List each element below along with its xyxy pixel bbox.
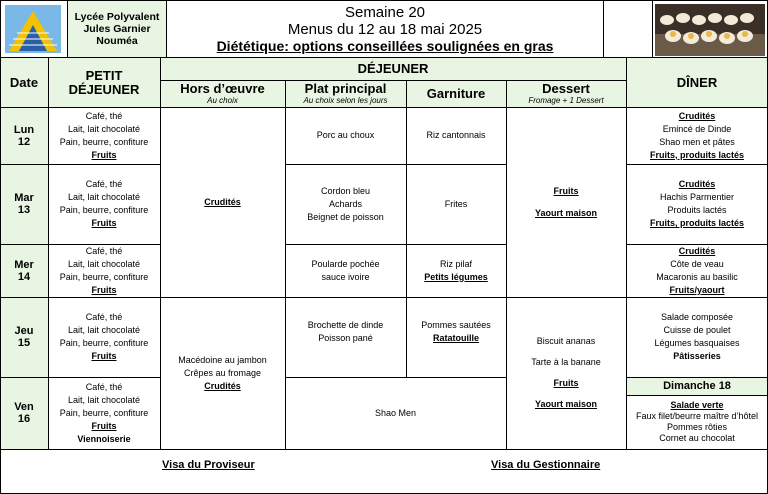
col-header-dessert <box>506 80 626 107</box>
sunday-title-label: Dimanche 18 <box>663 379 731 392</box>
side-tue <box>406 164 506 244</box>
dinner-item: Shao men et pâtes <box>659 136 735 147</box>
dessert-photo <box>655 4 765 56</box>
visa-principal: Visa du Proviseur <box>162 459 255 471</box>
breakfast-line: Fruits <box>91 351 117 361</box>
col-header-main-label: Plat principal <box>304 81 387 96</box>
dinner-item: Pâtisseries <box>673 351 721 361</box>
school-name-line2: Jules Garnier <box>83 23 151 35</box>
day-mon <box>0 107 48 164</box>
breakfast-line: Fruits <box>91 284 117 295</box>
dinner-item: Fruits, produits lactés <box>649 218 745 228</box>
main-item: Achards <box>328 198 363 209</box>
day-name: Mar <box>14 192 34 204</box>
school-name-line3: Nouméa <box>96 35 138 47</box>
dinner-item: Côte de veau <box>670 258 724 269</box>
col-header-lunch-label: DÉJEUNER <box>357 61 429 76</box>
main-thu <box>285 297 406 377</box>
main-tue <box>285 164 406 244</box>
dinner-wed <box>626 244 768 297</box>
day-number: 12 <box>17 135 31 148</box>
side-item: Pommes sautées <box>421 320 491 330</box>
dinner-item: Faux filet/beurre maître d’hôtel <box>635 411 759 421</box>
main-fri <box>285 377 506 449</box>
main-item: Brochette de dinde <box>307 320 384 330</box>
starter-item: Macédoine au jambon <box>178 354 267 365</box>
dinner-item: Hachis Parmentier <box>659 192 735 202</box>
col-header-dinner-label: DÎNER <box>676 74 718 90</box>
breakfast-line: Fruits <box>91 218 117 228</box>
main-item: Poisson pané <box>318 333 373 343</box>
starter-item: Crêpes au fromage <box>183 367 262 378</box>
day-name: Lun <box>13 123 35 136</box>
dessert-mon-wed <box>506 107 626 297</box>
breakfast-line: Fruits <box>91 420 117 431</box>
main-item: Poularde pochée <box>311 258 380 269</box>
dinner-item: Salade verte <box>670 400 724 410</box>
dinner-item: Crudités <box>678 110 716 121</box>
breakfast-line: Pain, beurre, confiture <box>59 338 149 348</box>
main-item: Shao Men <box>374 407 417 418</box>
dessert-item: Biscuit ananas <box>536 336 596 346</box>
day-number: 14 <box>17 270 31 283</box>
photo-frame <box>603 1 653 57</box>
breakfast-line: Café, thé <box>85 312 123 322</box>
dinner-item: Crudités <box>678 179 716 189</box>
dinner-item: Salade composée <box>660 312 734 322</box>
dessert-photo-image <box>655 4 765 56</box>
col-header-date <box>0 58 48 107</box>
main-mon <box>285 107 406 164</box>
col-header-side <box>406 80 506 107</box>
breakfast-thu <box>48 297 160 377</box>
main-item: Cordon bleu <box>320 185 371 196</box>
side-item: Frites <box>444 198 468 209</box>
col-header-starter-sub: Au choix <box>207 96 238 105</box>
starter-mon-wed <box>160 107 285 297</box>
starter-item: Crudités <box>204 196 241 207</box>
dinner-mon <box>626 107 768 164</box>
col-header-starter <box>160 80 285 107</box>
dinner-sun <box>626 395 768 449</box>
side-item: Riz pilaf <box>439 258 472 269</box>
dinner-item: Macaronis au basilic <box>656 271 738 282</box>
side-item: Riz cantonnais <box>426 130 486 140</box>
side-item: Petits légumes <box>424 271 488 282</box>
sunday-title <box>626 377 768 395</box>
main-item: Porc au choux <box>316 130 375 140</box>
day-name: Ven <box>14 401 34 413</box>
week-title: Semaine 20 <box>344 4 426 21</box>
breakfast-line: Lait, lait chocolaté <box>67 394 141 405</box>
side-thu <box>406 297 506 377</box>
title-block <box>167 1 603 57</box>
dinner-item: Fruits/yaourt <box>669 284 725 295</box>
dinner-item: Crudités <box>678 245 716 256</box>
school-name-line1: Lycée Polyvalent <box>74 11 160 23</box>
day-name: Jeu <box>14 325 34 337</box>
col-header-dessert-sub: Fromage + 1 Dessert <box>528 96 604 105</box>
school-logo-icon <box>5 5 61 53</box>
starter-item: Crudités <box>204 380 241 391</box>
dessert-item: Fruits <box>553 378 579 388</box>
visa-manager: Visa du Gestionnaire <box>491 459 601 471</box>
day-wed <box>0 244 48 297</box>
dinner-item: Cuisse de poulet <box>663 325 731 335</box>
dinner-item: Pommes rôties <box>666 422 728 432</box>
date-range: Menus du 12 au 18 mai 2025 <box>287 21 483 38</box>
day-fri <box>0 377 48 449</box>
side-item: Ratatouille <box>432 333 479 343</box>
school-name-box <box>67 1 167 57</box>
col-header-breakfast <box>48 58 160 107</box>
school-logo <box>5 5 61 53</box>
day-number: 15 <box>17 337 31 349</box>
col-header-main <box>285 80 406 107</box>
breakfast-line: Café, thé <box>85 245 123 256</box>
day-name: Mer <box>14 258 34 271</box>
dinner-item: Cornet au chocolat <box>659 433 735 443</box>
breakfast-extra: Viennoiserie <box>77 433 131 444</box>
breakfast-mon <box>48 107 160 164</box>
dinner-item: Fruits, produits lactés <box>649 149 745 160</box>
dessert-item: Yaourt maison <box>534 399 597 409</box>
day-number: 13 <box>17 204 31 216</box>
dessert-item: Fruits <box>553 186 579 196</box>
col-header-dessert-label: Dessert <box>542 81 590 96</box>
col-header-date-label: Date <box>9 74 39 90</box>
dinner-item: Légumes basquaises <box>654 338 740 348</box>
header-band <box>0 0 768 58</box>
breakfast-line: Pain, beurre, confiture <box>59 407 149 418</box>
col-header-main-sub: Au choix selon les jours <box>303 96 388 105</box>
breakfast-line: Café, thé <box>85 381 123 392</box>
dessert-item: Yaourt maison <box>534 208 597 218</box>
dinner-tue <box>626 164 768 244</box>
breakfast-line: Lait, lait chocolaté <box>67 325 141 335</box>
col-header-lunch <box>160 58 626 80</box>
dinner-item: Produits lactés <box>667 205 727 215</box>
breakfast-tue <box>48 164 160 244</box>
dessert-thu-fri <box>506 297 626 449</box>
dinner-item: Emincé de Dinde <box>662 123 732 134</box>
breakfast-line: Pain, beurre, confiture <box>59 271 149 282</box>
day-number: 16 <box>17 413 31 425</box>
breakfast-wed <box>48 244 160 297</box>
side-mon <box>406 107 506 164</box>
side-wed <box>406 244 506 297</box>
main-item: sauce ivoire <box>321 271 370 282</box>
day-tue <box>0 164 48 244</box>
breakfast-line: Lait, lait chocolaté <box>67 192 141 202</box>
breakfast-fri <box>48 377 160 449</box>
breakfast-line: Lait, lait chocolaté <box>67 123 141 134</box>
main-wed <box>285 244 406 297</box>
dessert-item: Tarte à la banane <box>531 357 601 367</box>
col-header-dinner <box>626 58 768 107</box>
breakfast-line: Fruits <box>91 149 117 160</box>
col-header-breakfast-l2: DÉJEUNER <box>68 81 140 97</box>
col-header-breakfast-l1: PETIT <box>85 67 123 83</box>
dinner-thu <box>626 297 768 377</box>
col-header-side-label: Garniture <box>426 85 486 101</box>
breakfast-line: Pain, beurre, confiture <box>59 205 149 215</box>
main-item: Beignet de poisson <box>307 211 384 222</box>
starter-thu-fri <box>160 297 285 449</box>
breakfast-line: Café, thé <box>85 110 123 121</box>
diet-note: Diététique: options conseillées soulignées en gras <box>216 38 554 54</box>
col-header-starter-label: Hors d’œuvre <box>180 81 265 96</box>
breakfast-line: Café, thé <box>85 179 123 189</box>
breakfast-line: Lait, lait chocolaté <box>67 258 141 269</box>
breakfast-line: Pain, beurre, confiture <box>59 136 149 147</box>
day-thu <box>0 297 48 377</box>
